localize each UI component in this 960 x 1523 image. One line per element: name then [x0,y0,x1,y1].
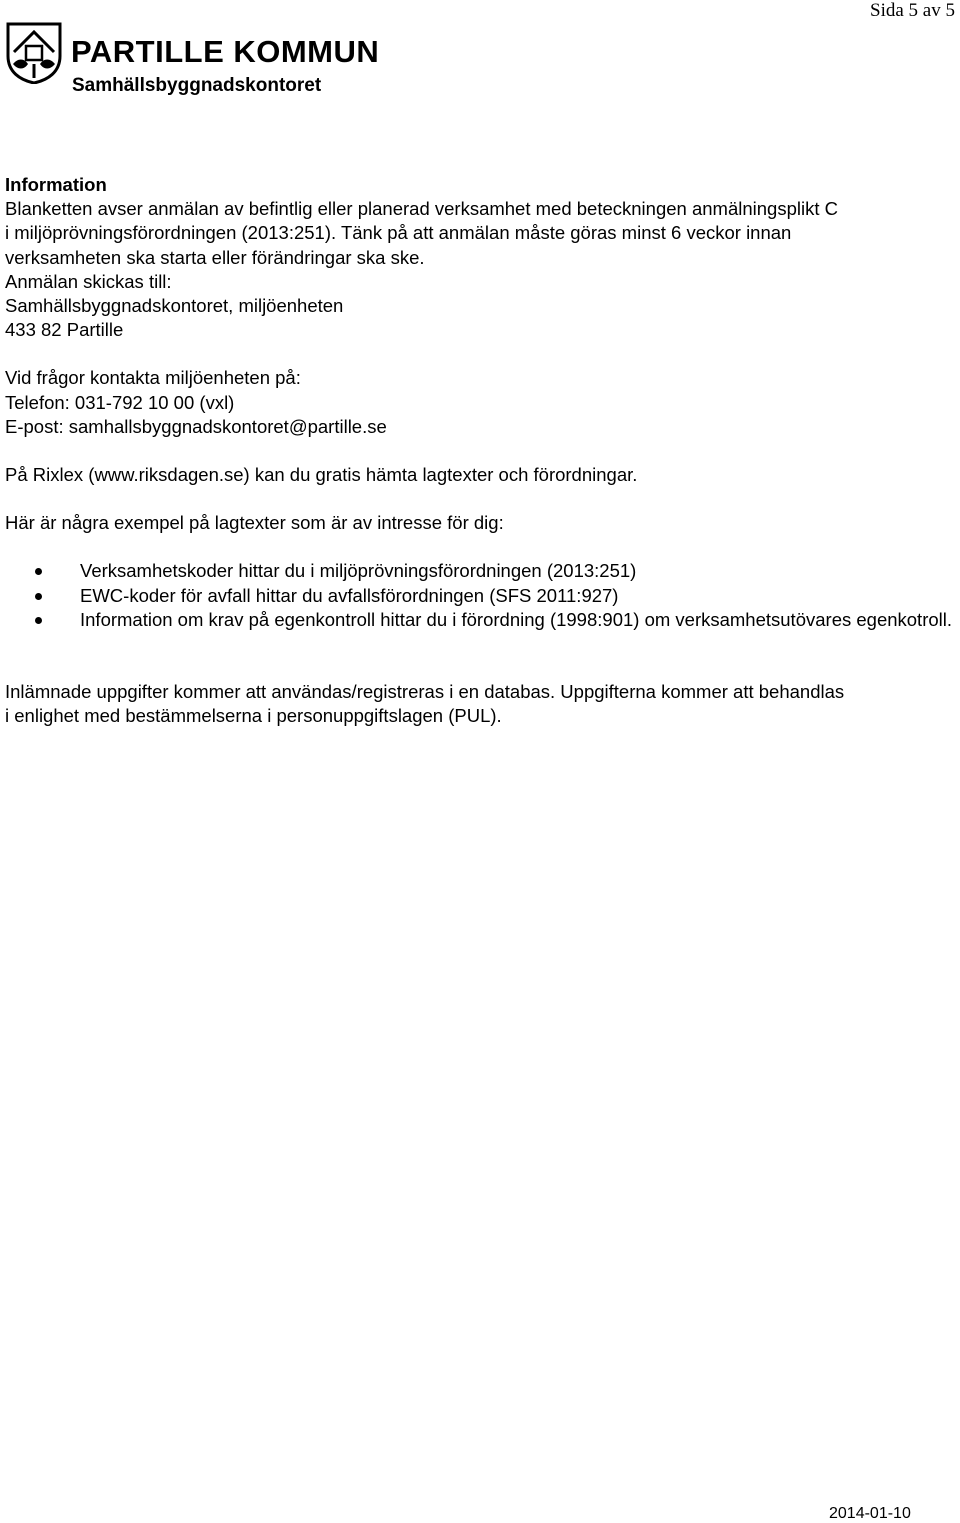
footer-date: 2014-01-10 [829,1505,911,1522]
coat-of-arms-icon [4,20,64,84]
document-body [5,173,960,728]
rixlex-text: På Rixlex (www.riksdagen.se) kan du gratis hämta lagtexter och förordningar. [5,464,638,486]
list-item-text: Information om krav på egenkontroll hittar du i förordning (1998:901) om verksamhetsutövares egenkotroll. [80,608,953,630]
contact-label: Vid frågor kontakta miljöenheten på: [5,367,301,389]
logo-department: Samhällsbyggnadskontoret [72,75,322,96]
send-to-recipient: Samhällsbyggnadskontoret, miljöenheten [5,295,344,317]
list-item-text: Verksamhetskoder hittar du i miljöprövningsförordningen (2013:251) [80,560,637,582]
examples-list [5,559,960,632]
send-to-label: Anmälan skickas till: [5,270,172,292]
list-item [5,559,960,583]
privacy-line-2: i enlighet med bestämmelserna i personuppgiftslagen (PUL). [5,705,502,727]
intro-line-3: verksamheten ska starta eller förändringar ska ske. [5,246,425,268]
section-heading: Information [5,174,107,195]
privacy-line-1: Inlämnade uppgifter kommer att användas/registreras i en databas. Uppgifterna kommer att behandlas [5,681,845,703]
intro-line-2: i miljöprövningsförordningen (2013:251). Tänk på att anmälan måste göras minst 6 veckor innan [5,222,792,244]
examples-intro: Här är några exempel på lagtexter som är av intresse för dig: [5,512,504,534]
bullet-icon [35,617,42,624]
bullet-icon [35,568,42,575]
list-item-text: EWC-koder för avfall hittar du avfallsförordningen (SFS 2011:927) [80,584,619,606]
intro-line-1: Blanketten avser anmälan av befintlig eller planerad verksamhet med beteckningen anmälningsplikt C [5,198,838,220]
list-item [5,584,960,608]
page-number: Sida 5 av 5 [870,0,955,21]
contact-email: E-post: samhallsbyggnadskontoret@partille.se [5,415,387,437]
logo-org-name: PARTILLE KOMMUN [71,34,380,69]
partille-logo [4,20,414,96]
contact-phone: Telefon: 031-792 10 00 (vxl) [5,391,235,413]
send-to-postal: 433 82 Partille [5,319,124,341]
list-item [5,608,960,632]
bullet-icon [35,593,42,600]
